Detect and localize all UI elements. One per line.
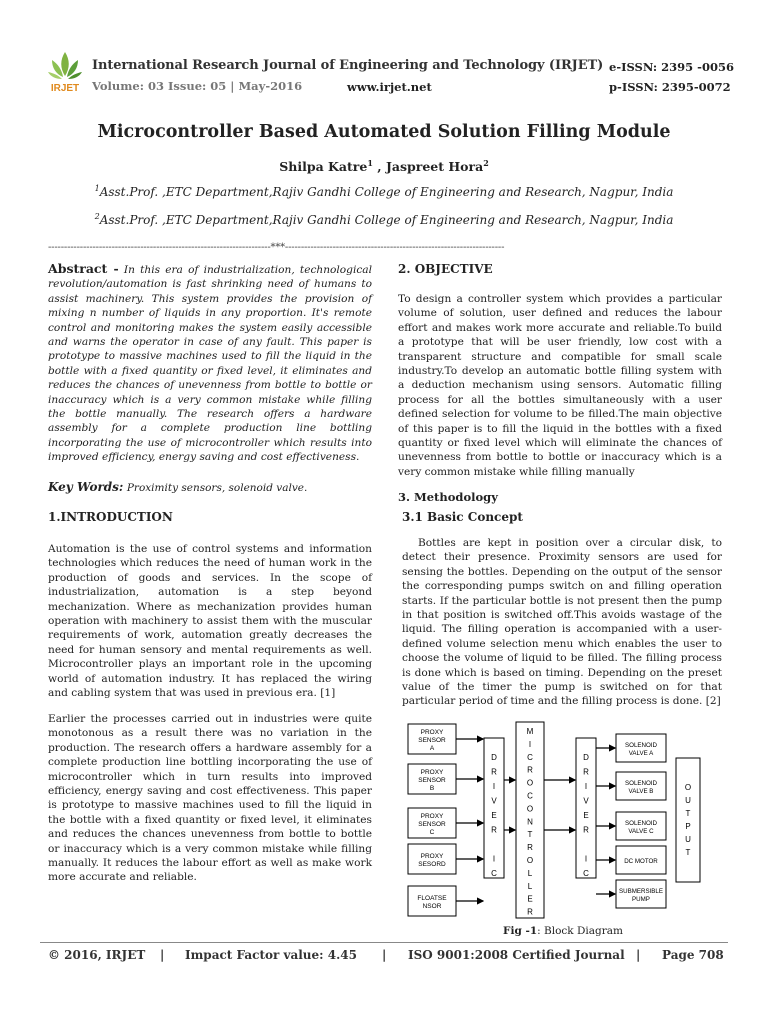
vertical-letter: D [491, 753, 497, 762]
vertical-letter: O [684, 783, 692, 792]
methodology-heading: 3. Methodology [398, 490, 498, 504]
objective-text: To design a controller system which provides a particular volume of solution, user defined and reduces the labour effort and makes work more accurate and reliable.To build a prototype that will be user friendly, low cost with a transparent structure and compatible for small scale industry.To develop an automatic bottle filling system with a deduction mechanism using sensors. Automatic filling process for all the bottles simultaneously with a user defined selection for volume to be filled.The main objective of this paper is to fill the liquid in the bottles with a fixed quantity or fixed level which will eliminate the chances of unevenness from bottle to bottle or inaccuracy which is a very common mistake while filling manually [398, 293, 722, 478]
affiliation-1 [0, 184, 768, 199]
output-devices [616, 734, 666, 908]
irjet-logo [42, 48, 88, 94]
logo-text: IRJET [50, 83, 80, 94]
input-block-label: C [429, 829, 435, 836]
input-sensors [408, 724, 456, 916]
input-block-label: PROXY [420, 729, 444, 736]
vertical-letter: R [491, 825, 497, 835]
input-block-label: FLOATSE [417, 895, 447, 902]
input-block-label: B [429, 785, 435, 792]
affiliation-2-sup: 2 [94, 212, 100, 221]
vertical-letter: R [583, 767, 589, 777]
p-issn: p-ISSN: 2395-0072 [609, 80, 731, 94]
block-diagram [404, 720, 722, 920]
footer-page: Page 708 [662, 948, 724, 962]
input-block-label: SENSOR [418, 737, 446, 744]
figure-caption [404, 925, 722, 937]
input-block-label: SENSOR [418, 777, 446, 784]
output-device-label: VALVE A [628, 750, 654, 757]
vertical-letter: V [491, 796, 497, 806]
vertical-letter: N [527, 817, 533, 827]
vertical-letter: T [685, 809, 691, 818]
input-block-label: SESORD [418, 861, 446, 868]
author-1-sup: 1 [367, 158, 373, 168]
keywords-text: Proximity sensors, solenoid valve. [126, 482, 308, 494]
vertical-letter: E [491, 811, 497, 820]
introduction-paragraph-2: Earlier the processes carried out in industries were quite monotonous as a result there was no variation in the production. The research offers a hardware assembly for a complete production line bottling incorporating the use of microcontroller which in turn results into improved efficiency, energy saving and cost effectiveness. This paper is prototype to massive machines used to fill the liquid in the bottle with a fixed quantity or fixed level, it eliminates and reduces the chances unevenness from bottle to bottle or inaccuracy which is a very common mistake while filling manually. It reduces the labour effort as well as make work more accurate and reliable. [48, 713, 372, 884]
abstract [48, 262, 372, 465]
output-device-label: VALVE C [628, 828, 654, 835]
output-device-label: SOLENOID [625, 780, 657, 787]
output-block [676, 758, 700, 882]
footer-copyright: © 2016, IRJET [48, 948, 146, 962]
basic-concept-heading: 3.1 Basic Concept [402, 510, 523, 524]
vertical-letter: O [526, 804, 534, 814]
abstract-text: In this era of industrialization, technological revolution/automation is fast shrinking need of humans to assist machinery. This system provides the provision of mixing n number of liquids in any proportion. It's remote control and monitoring makes the system easily accessible and warns the operator in case of any fault. This paper is prototype to massive machines used to fill the liquid in the bottle with a fixed quantity or fixed level, it eliminates and reduces the chances of unevenness from bottle to bottle or inaccuracy which is a very common mistake while filling the bottle manually. The research offers a hardware assembly for a complete production line bottling incorporating the use of microcontroller which results into improved efficiency, energy saving and cost effectiveness. [48, 264, 372, 464]
logo-leaf-icon [48, 52, 82, 79]
author-separator: , [372, 159, 386, 175]
vertical-letter: V [583, 796, 589, 806]
abstract-label: Abstract - [48, 261, 119, 276]
footer-separator: | [382, 948, 387, 962]
figure-caption-label: Fig -1 [503, 925, 538, 937]
vertical-letter: C [491, 869, 497, 878]
authors [0, 158, 768, 174]
vertical-letter: I [528, 739, 532, 749]
keywords-colon: : [118, 480, 124, 494]
input-block-label: A [429, 745, 435, 752]
input-block-label: SENSOR [418, 821, 446, 828]
introduction-paragraph-1: Automation is the use of control systems and information technologies which reduces the need of human work in the production of goods and services. In the scope of industrialization, automation is a step beyond mechanization. Where as mechanization provides human operation with machinery to assist them with the muscular requirements of work, automation greatly decreases the need for human sensory and mental requirements as well. Microcontroller plays an important role in the upcoming world of automation industry. It has replaced the wiring and cabling system that was used in previous era. [1] [48, 543, 372, 700]
section-separator: ----------------------------------------------------------------------***--------------------------------------------------------------------- [48, 242, 505, 253]
vertical-letter: C [527, 752, 533, 762]
footer-iso: ISO 9001:2008 Certified Journal [408, 948, 625, 962]
paper-title: Microcontroller Based Automated Solution Filling Module [97, 122, 671, 142]
output-device-label: SOLENOID [625, 820, 657, 827]
vertical-letter: C [583, 869, 589, 878]
vertical-letter: M [526, 727, 534, 736]
journal-title: International Research Journal of Engineering and Technology (IRJET) [92, 58, 604, 73]
output-device-label: SOLENOID [625, 742, 657, 749]
vertical-letter: R [527, 907, 533, 917]
footer-separator: | [160, 948, 165, 962]
vertical-letter: R [527, 765, 533, 775]
footer-separator: | [636, 948, 641, 962]
keywords-label: Key Words [48, 480, 119, 494]
figure-caption-text: : Block Diagram [537, 925, 623, 937]
objective-heading: 2. OBJECTIVE [398, 262, 493, 276]
vertical-letter: T [685, 848, 691, 857]
vertical-letter: T [527, 830, 533, 840]
author-1: Shilpa Katre [279, 159, 368, 175]
vertical-letter: L [527, 881, 533, 891]
e-issn: e-ISSN: 2395 -0056 [609, 60, 734, 74]
input-block-label: PROXY [420, 813, 444, 820]
vertical-letter: R [527, 843, 533, 853]
affiliation-2-text: Asst.Prof. ,ETC Department,Rajiv Gandhi College of Engineering and Research, Nagpur, India [99, 213, 674, 227]
input-block-label: NSOR [422, 903, 442, 910]
vertical-letter: U [685, 835, 691, 844]
introduction-heading: 1.INTRODUCTION [48, 510, 173, 524]
author-2: Jaspreet Hora [385, 159, 484, 175]
footer-rule [40, 942, 728, 943]
keywords [48, 480, 372, 494]
vertical-letter: U [685, 796, 691, 805]
output-device-label: PUMP [632, 896, 650, 903]
output-device-label: VALVE B [628, 788, 654, 795]
affiliation-1-sup: 1 [94, 184, 100, 193]
input-block-label: PROXY [420, 853, 444, 860]
volume-info: Volume: 03 Issue: 05 | May-2016 [92, 79, 303, 93]
vertical-letter: C [527, 791, 533, 801]
vertical-letter: R [583, 825, 589, 835]
journal-website[interactable]: www.irjet.net [347, 80, 432, 94]
vertical-letter: P [685, 822, 691, 831]
vertical-letter: I [584, 854, 588, 864]
vertical-letter: O [526, 778, 534, 788]
vertical-letter: R [491, 767, 497, 777]
vertical-letter: I [492, 854, 496, 864]
input-block-label: PROXY [420, 769, 444, 776]
author-2-sup: 2 [483, 158, 489, 168]
vertical-letter: E [527, 894, 533, 904]
output-device-label: SUBMERSIBLE [618, 888, 664, 895]
vertical-letter: E [583, 811, 589, 820]
vertical-letter: I [492, 782, 496, 791]
output-device-label: DC MOTOR [624, 858, 658, 865]
vertical-letter: D [583, 753, 589, 762]
vertical-letter: L [527, 868, 533, 878]
basic-concept-text: Bottles are kept in position over a circular disk, to detect their presence. Proximity sensors are used for sensing the bottles. Depending on the output of the sensor the corresponding pumps switch on and filling operation starts. If the particular bottle is not present then the pump in that position is switched off.This avoids wastage of the liquid. The filling operation is accompanied with a user-defined volume selection menu which enables the user to choose the volume of liquid to be filled. The filling process is done which is based on timing. Depending on the preset value of the timer the pump is switched on for that particular period of time and the filling process is done. [2] [402, 537, 722, 708]
vertical-letter: I [584, 782, 588, 791]
affiliation-1-text: Asst.Prof. ,ETC Department,Rajiv Gandhi College of Engineering and Research, Nagpur, India [99, 185, 674, 199]
vertical-letter: O [526, 856, 534, 865]
footer-impact-factor: Impact Factor value: 4.45 [185, 948, 357, 962]
affiliation-2 [0, 212, 768, 227]
